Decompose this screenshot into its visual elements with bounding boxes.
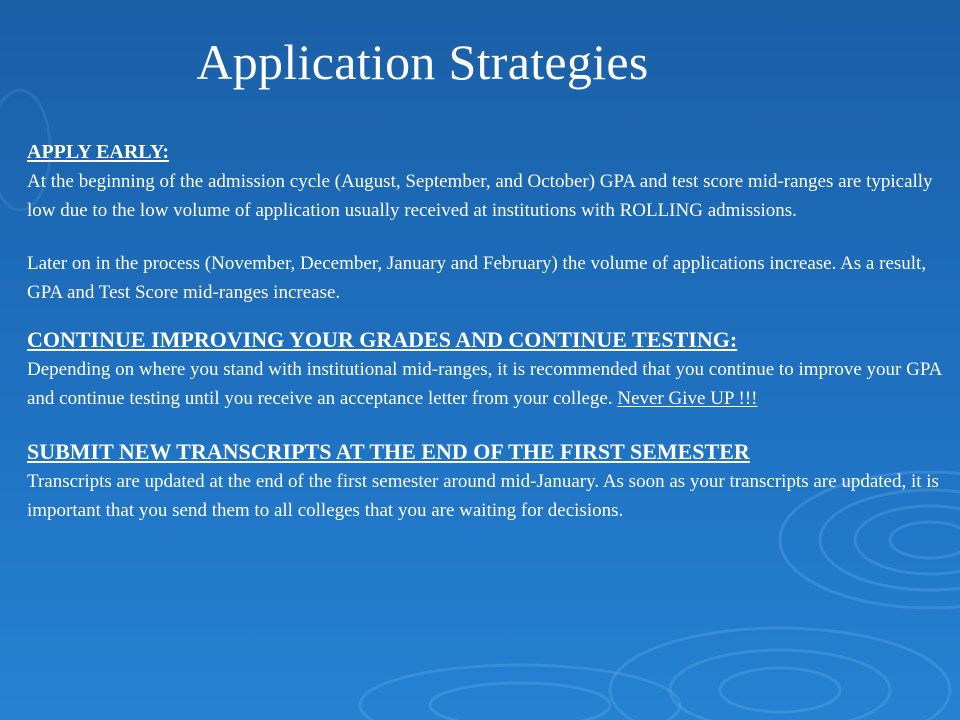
heading-submit-transcripts: SUBMIT NEW TRANSCRIPTS AT THE END OF THE FIRST SEMESTER xyxy=(27,439,750,464)
spacer xyxy=(27,225,942,249)
continue-improving-text: Depending on where you stand with institutional mid-ranges, it is recommended that you continue to improve your GPA and continue testing until you receive an acceptance letter from your college. xyxy=(27,359,942,409)
never-give-up-text: Never Give UP !!! xyxy=(617,388,758,409)
heading-continue-improving: CONTINUE IMPROVING YOUR GRADES AND CONTINUE TESTING: xyxy=(27,327,738,352)
apply-early-paragraph-2: Later on in the process (November, December, January and February) the volume of applications increase. As a result, GPA and Test Score mid-ranges increase. xyxy=(27,253,927,303)
continue-improving-paragraph xyxy=(27,355,942,413)
spacer xyxy=(27,413,942,437)
apply-early-paragraph-1: At the beginning of the admission cycle (August, September, and October) GPA and test score mid-ranges are typically low due to the low volume of application usually received at institutions with ROLLING admissions. xyxy=(27,171,933,221)
spacer xyxy=(27,307,942,325)
heading-apply-early: APPLY EARLY: xyxy=(27,141,170,163)
slide-content xyxy=(27,138,942,525)
submit-transcripts-paragraph: Transcripts are updated at the end of the first semester around mid-January. As soon as your transcripts are updated, it is important that you send them to all colleges that you are waiting for decisions. xyxy=(27,471,939,521)
slide-title: Application Strategies xyxy=(196,34,649,90)
